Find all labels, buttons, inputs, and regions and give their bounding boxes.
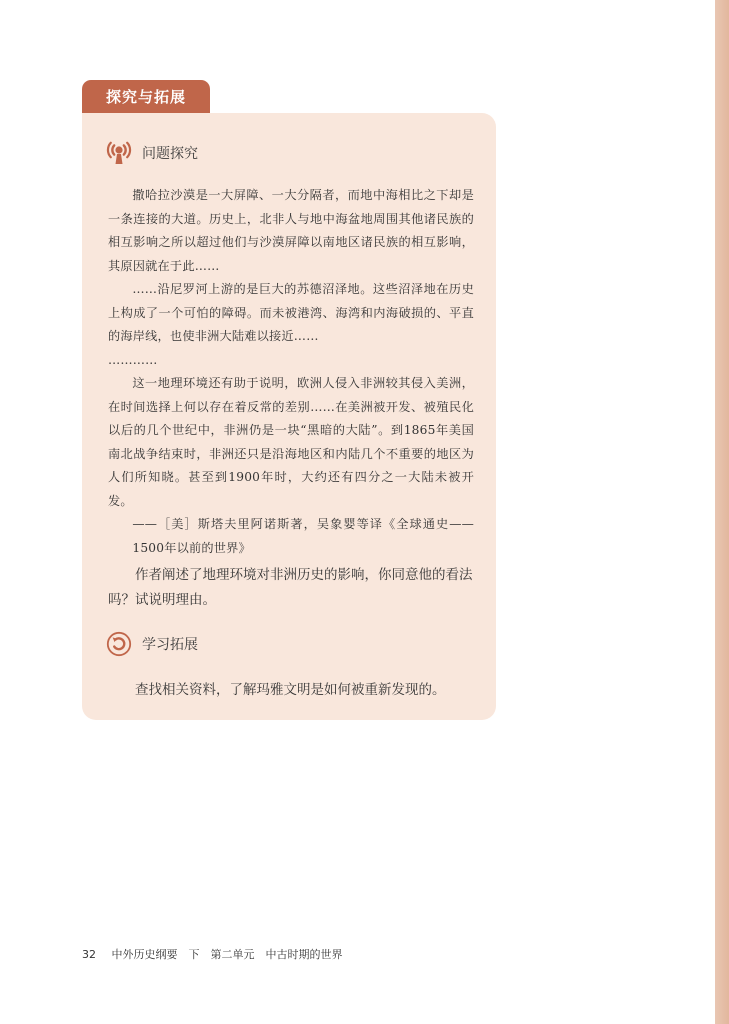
quote-paragraph: 撒哈拉沙漠是一大屏障、一大分隔者，而地中海相比之下却是一条连接的大道。历史上，北非人与地中海盆地周围其他诸民族的相互影响之所以超过他们与沙漠屏障以南地区诸民族的相互影响，其原因就在于此…… bbox=[108, 188, 474, 273]
extension-task: 查找相关资料，了解玛雅文明是如何被重新发现的。 bbox=[135, 682, 446, 698]
quote-source: ——［美］斯塔夫里阿诺斯著，吴象婴等译《全球通史——1500年以前的世界》 bbox=[132, 517, 474, 555]
inquiry-icon bbox=[106, 140, 132, 166]
problem-heading-label: 问题探究 bbox=[142, 146, 198, 162]
extension-heading bbox=[106, 630, 198, 658]
page-edge-strip bbox=[715, 0, 729, 1024]
extension-heading-label: 学习拓展 bbox=[142, 637, 198, 653]
problem-heading bbox=[106, 139, 198, 167]
quote-block bbox=[108, 184, 474, 560]
page-footer bbox=[82, 946, 343, 962]
section-tab: 探究与拓展 bbox=[82, 80, 210, 114]
book-info: 中外历史纲要 下 第二单元 中古时期的世界 bbox=[111, 948, 343, 961]
quote-paragraph: ……沿尼罗河上游的是巨大的苏德沼泽地。这些沼泽地在历史上构成了一个可怕的障碍。而未被港湾、海湾和内海破损的、平直的海岸线，也使非洲大陆难以接近…… bbox=[108, 282, 474, 343]
page-number: 32 bbox=[82, 948, 96, 961]
quote-ellipsis: ………… bbox=[108, 352, 158, 367]
discussion-question: 作者阐述了地理环境对非洲历史的影响，你同意他的看法吗？试说明理由。 bbox=[108, 567, 473, 608]
extension-cycle-icon bbox=[106, 631, 132, 657]
quote-paragraph: 这一地理环境还有助于说明，欧洲人侵入非洲较其侵入美洲，在时间选择上何以存在着反常的差别……在美洲被开发、被殖民化以后的几个世纪中，非洲仍是一块“黑暗的大陆”。到1865年美国南北战争结束时，非洲还只是沿海地区和内陆几个不重要的地区为人们所知晓。甚至到1900年时，大约还有四分之一大陆未被开发。 bbox=[108, 376, 474, 508]
